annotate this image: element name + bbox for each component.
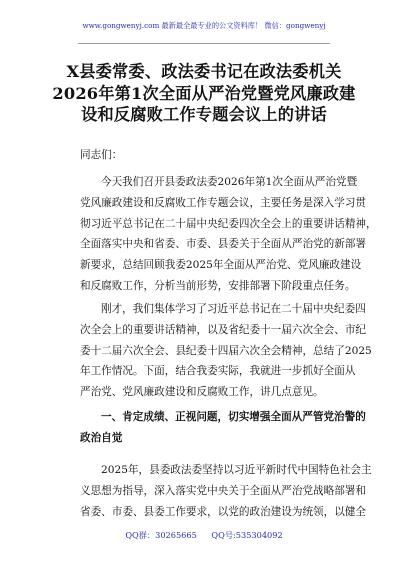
paragraph-line: 年工作情况。下面，结合我委实际，我就进一步抓好全面从 xyxy=(80,365,356,378)
paragraph-line: 2025年，县委政法委坚持以习近平新时代中国特色社会主 xyxy=(101,464,372,476)
paragraph-line: 次全会上的重要讲话精神，以及省纪委十一届六次全会、市纪 xyxy=(80,323,367,336)
paragraph-line: 党风廉政建设和反腐败工作专题会议，主要任务是深入学习贯 xyxy=(80,196,367,209)
paragraph-line: 义思想为指导，深入落实党中央关于全面从严治党战略部署和 xyxy=(80,484,367,497)
title-line: X县委常委、政法委书记在政法委机关 xyxy=(66,62,342,81)
paragraph-line: 严治党、党风廉政建设和反腐败工作，讲几点意见。 xyxy=(80,386,324,399)
header-divider xyxy=(78,43,330,44)
paragraph-line: 全面落实中央和省委、市委、县委关于全面从严治党的新部署 xyxy=(80,238,367,251)
paragraph-review xyxy=(80,460,372,522)
paragraph-line: 刚才，我们集体学习了习近平总书记在二十届中央纪委四 xyxy=(101,303,366,315)
paragraph-line: 和反腐败工作，分析当前形势，安排部署下阶段重点任务。 xyxy=(80,279,356,292)
header-banner[interactable]: www.gongwenyj.com 最新最全最专业的公文资料库！ 微信：gongwenyj xyxy=(82,21,326,30)
paragraph-line: 新要求，总结回顾我委2025年全面从严治党、党风廉政建设 xyxy=(80,259,362,272)
footer-qq-number[interactable]: QQ号:535304092 xyxy=(211,530,283,540)
section-heading xyxy=(80,407,366,449)
paragraph-line: 省委、市委、县委工作要求，以党的政治建设为统领，以健全 xyxy=(80,505,367,518)
heading-line: 政治自觉 xyxy=(80,431,123,444)
greeting xyxy=(80,145,357,166)
title-line: 设和反腐败工作专题会议上的讲话 xyxy=(81,105,327,125)
paragraph-study xyxy=(80,299,372,403)
greeting-text: 同志们： xyxy=(80,149,123,161)
footer-qq-group[interactable]: QQ群：30265665 xyxy=(125,530,197,540)
paragraph-line: 委十二届六次全会、县纪委十四届六次全会精神，总结了2025 xyxy=(80,344,372,357)
paragraph-line: 彻习近平总书记在二十届中央纪委四次全会上的重要讲话精神， xyxy=(80,217,377,230)
footer-contact xyxy=(0,530,408,541)
paragraph-opening xyxy=(80,172,377,297)
title-line: 2026年第1次全面从严治党暨党风廉政建 xyxy=(52,83,356,103)
paragraph-line: 今天我们召开县委政法委2026年第1次全面从严治党暨 xyxy=(101,176,358,188)
document-title xyxy=(20,61,388,126)
heading-line: 一、肯定成绩、正视问题，切实增强全面从严管党治警的 xyxy=(101,411,366,423)
